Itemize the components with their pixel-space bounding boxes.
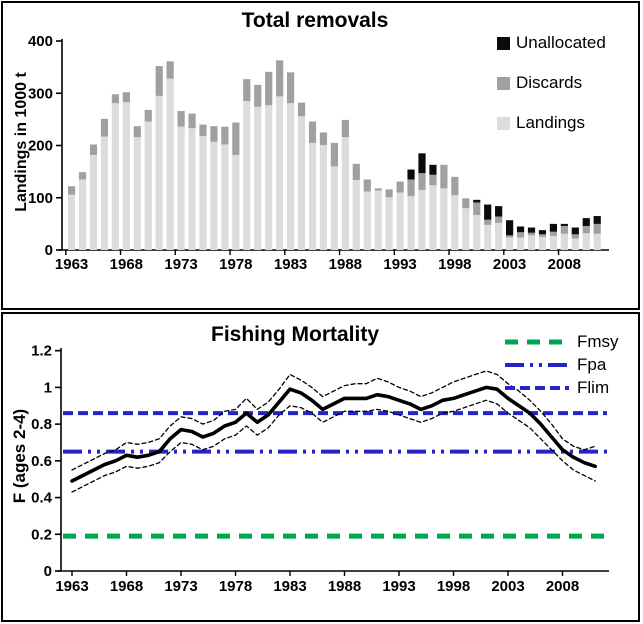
- bar-segment-discards-1973: [178, 111, 185, 127]
- x-tick-label: 1963: [54, 256, 89, 273]
- bar-segment-landings-1987: [331, 166, 338, 250]
- bar-segment-landings-1973: [178, 127, 185, 250]
- bar-segment-landings-1988: [342, 137, 349, 250]
- bar-segment-landings-1974: [188, 128, 195, 250]
- bar-segment-unallocated-2005: [528, 228, 535, 233]
- bar-segment-landings-1968: [123, 102, 130, 250]
- x-tick-label: 1993: [382, 578, 416, 595]
- bar-segment-discards-1989: [353, 164, 360, 180]
- bar-segment-landings-2011: [594, 234, 601, 250]
- x-tick-label: 1973: [164, 256, 198, 273]
- bar-segment-landings-1964: [79, 179, 86, 250]
- bar-segment-discards-2000: [473, 202, 480, 215]
- bar-segment-discards-2006: [539, 234, 546, 237]
- legend-total-removals: [497, 23, 606, 143]
- bar-segment-discards-1991: [375, 188, 382, 190]
- bar-segment-landings-2006: [539, 237, 546, 250]
- y-tick-label: 400: [27, 33, 53, 50]
- bar-segment-landings-1975: [199, 136, 206, 250]
- x-tick-label: 1993: [383, 256, 417, 273]
- legend-label: Discards: [516, 73, 583, 92]
- bar-segment-landings-1995: [418, 190, 425, 250]
- legend-item-fpa: [503, 353, 619, 376]
- legend-item-flim: [503, 376, 619, 399]
- legend-label: Fmsy: [577, 331, 619, 351]
- bar-segment-discards-1986: [320, 132, 327, 145]
- bar-segment-landings-1978: [232, 155, 239, 250]
- x-tick-label: 2003: [492, 256, 527, 273]
- bar-segment-landings-1994: [407, 196, 414, 250]
- bar-segment-discards-1978: [232, 123, 239, 155]
- bar-segment-discards-1997: [440, 165, 447, 189]
- y-tick-label: 0.2: [31, 526, 52, 544]
- bar-segment-landings-1986: [320, 145, 327, 250]
- bar-segment-landings-2000: [473, 215, 480, 250]
- bar-segment-landings-1985: [309, 143, 316, 250]
- bar-segment-discards-1990: [364, 179, 371, 191]
- y-tick-label: 1.2: [31, 342, 52, 360]
- flim-line-sample-icon: [503, 382, 571, 394]
- bar-segment-discards-2003: [506, 235, 513, 237]
- bar-segment-discards-1985: [309, 121, 316, 142]
- x-tick-label: 2008: [545, 578, 580, 595]
- bar-segment-landings-1992: [386, 197, 393, 250]
- bar-segment-unallocated-1996: [429, 165, 436, 175]
- legend-item-discards: [497, 63, 606, 103]
- bar-segment-unallocated-1994: [407, 170, 414, 180]
- bar-segment-discards-1970: [145, 110, 152, 121]
- y-tick-label: 1: [43, 379, 52, 397]
- bar-segment-discards-2011: [594, 224, 601, 234]
- bar-segment-discards-1974: [188, 114, 195, 129]
- bar-segment-discards-1964: [79, 172, 86, 179]
- legend-item-fmsy: [503, 330, 619, 353]
- bar-segment-discards-2008: [561, 226, 568, 234]
- bar-segment-landings-1972: [167, 79, 174, 250]
- x-tick-label: 1978: [219, 256, 253, 273]
- bar-segment-discards-1963: [68, 186, 75, 194]
- bar-segment-discards-1993: [397, 182, 404, 193]
- bar-segment-landings-1999: [462, 208, 469, 250]
- bar-segment-discards-2010: [583, 226, 590, 233]
- bar-segment-discards-2002: [495, 217, 502, 223]
- bar-segment-discards-1965: [90, 144, 97, 154]
- bar-segment-discards-1987: [331, 143, 338, 167]
- chart-title-total-removals: Total removals: [241, 9, 389, 32]
- bar-segment-discards-1998: [451, 177, 458, 195]
- bar-segment-unallocated-2007: [550, 224, 557, 232]
- bar-segment-landings-2002: [495, 223, 502, 250]
- bar-segment-discards-2005: [528, 233, 535, 236]
- legend-fishing-mortality: [503, 330, 619, 399]
- bar-segment-landings-1976: [210, 142, 217, 250]
- y-tick-label: 0: [43, 563, 52, 580]
- y-tick-label: 200: [27, 137, 53, 155]
- bar-segment-landings-2010: [583, 233, 590, 250]
- bar-segment-discards-1976: [210, 126, 217, 142]
- bar-segment-unallocated-2006: [539, 230, 546, 234]
- x-tick-label: 1968: [109, 578, 144, 595]
- bar-segment-discards-2004: [517, 232, 524, 237]
- bar-segment-landings-1967: [112, 103, 119, 250]
- bar-segment-discards-1975: [199, 125, 206, 136]
- x-tick-label: 1963: [55, 578, 89, 595]
- unallocated-swatch-icon: [497, 37, 510, 50]
- bar-segment-discards-2001: [484, 220, 491, 225]
- x-tick-label: 1978: [218, 578, 253, 595]
- x-tick-label: 1988: [328, 256, 363, 273]
- x-tick-label: 1973: [164, 578, 198, 595]
- bar-segment-landings-1998: [451, 195, 458, 250]
- y-axis-title-landings: Landings in 1000 t: [13, 72, 30, 212]
- bar-segment-landings-2008: [561, 234, 568, 250]
- bar-segment-discards-1967: [112, 94, 119, 103]
- bar-segment-landings-1996: [429, 185, 436, 250]
- y-tick-label: 100: [27, 189, 53, 207]
- bar-segment-landings-1993: [397, 193, 404, 250]
- bar-segment-discards-1982: [276, 60, 283, 96]
- bar-segment-unallocated-2000: [473, 200, 480, 203]
- bar-segment-unallocated-2008: [561, 224, 568, 226]
- bar-segment-discards-2007: [550, 232, 557, 236]
- bar-segment-discards-1988: [342, 120, 349, 137]
- bar-segment-discards-1995: [418, 173, 425, 190]
- legend-label: Fpa: [577, 354, 607, 374]
- bar-segment-discards-1996: [429, 175, 436, 185]
- x-tick-label: 2008: [547, 256, 582, 273]
- bar-segment-discards-1984: [298, 103, 305, 117]
- bar-segment-landings-1965: [90, 155, 97, 250]
- bar-segment-unallocated-1995: [418, 153, 425, 173]
- bar-segment-landings-2001: [484, 225, 491, 250]
- bar-segment-discards-2009: [572, 234, 579, 238]
- x-tick-label: 1998: [436, 578, 471, 595]
- bar-segment-landings-1970: [145, 121, 152, 250]
- bar-segment-discards-1969: [134, 126, 141, 137]
- x-tick-label: 2003: [491, 578, 525, 595]
- bar-segment-discards-1977: [221, 127, 228, 145]
- bar-segment-landings-2004: [517, 237, 524, 250]
- bar-segment-unallocated-2009: [572, 228, 579, 235]
- bar-segment-discards-1979: [243, 79, 250, 101]
- bar-segment-discards-1966: [101, 119, 108, 137]
- bar-segment-landings-1997: [440, 188, 447, 250]
- total-removals-chart-panel: [1, 1, 640, 310]
- bar-segment-landings-1971: [156, 96, 163, 250]
- y-tick-label: 0.6: [31, 452, 52, 470]
- legend-item-unallocated: [497, 23, 606, 63]
- bar-segment-discards-1968: [123, 92, 130, 102]
- x-tick-label: 1988: [327, 578, 362, 595]
- legend-label: Landings: [516, 113, 586, 132]
- bar-segment-unallocated-2003: [506, 220, 513, 235]
- discards-swatch-icon: [497, 77, 510, 90]
- landings-swatch-icon: [497, 117, 510, 130]
- bar-segment-discards-1992: [386, 189, 393, 197]
- legend-item-landings: [497, 103, 606, 143]
- x-tick-label: 1983: [273, 256, 308, 273]
- x-tick-label: 1968: [109, 256, 144, 273]
- bar-segment-landings-1963: [68, 195, 75, 250]
- bar-segment-discards-1994: [407, 179, 414, 196]
- bar-segment-landings-2007: [550, 236, 557, 250]
- bar-segment-discards-1983: [287, 72, 294, 103]
- f-estimate-line: [72, 387, 595, 481]
- bar-segment-landings-1990: [364, 191, 371, 250]
- bar-segment-landings-1989: [353, 180, 360, 250]
- bar-segment-unallocated-2011: [594, 216, 601, 224]
- bar-segment-discards-1971: [156, 66, 163, 96]
- bar-segment-discards-1980: [254, 85, 261, 107]
- bar-segment-landings-2009: [572, 239, 579, 250]
- bar-segment-landings-1981: [265, 105, 272, 250]
- bar-segment-discards-1972: [167, 61, 174, 78]
- fishing-mortality-chart-panel: [1, 312, 640, 622]
- bar-segment-landings-2003: [506, 237, 513, 250]
- y-tick-label: 0: [44, 242, 53, 259]
- bar-segment-landings-1966: [101, 137, 108, 250]
- legend-label: Flim: [577, 377, 610, 397]
- bar-segment-landings-2005: [528, 235, 535, 250]
- chart-title-fishing-mortality: Fishing Mortality: [211, 323, 379, 346]
- y-tick-label: 0.8: [31, 416, 52, 434]
- bar-segment-unallocated-2010: [583, 218, 590, 226]
- bar-segment-unallocated-2001: [484, 205, 491, 220]
- bar-segment-landings-1984: [298, 116, 305, 250]
- bar-segment-landings-1980: [254, 107, 261, 250]
- bar-segment-landings-1969: [134, 137, 141, 250]
- bar-segment-landings-1983: [287, 103, 294, 250]
- bar-segment-landings-1991: [375, 190, 382, 250]
- bar-segment-landings-1979: [243, 101, 250, 250]
- x-tick-label: 1998: [438, 256, 472, 273]
- y-tick-label: 300: [27, 85, 53, 103]
- x-tick-label: 1983: [273, 578, 307, 595]
- bar-segment-landings-1982: [276, 96, 283, 250]
- bar-segment-unallocated-2002: [495, 206, 502, 216]
- y-axis-title-f-ages: F (ages 2-4): [10, 408, 29, 504]
- bar-segment-discards-1981: [265, 72, 272, 105]
- bar-segment-discards-1999: [462, 198, 469, 208]
- fmsy-line-sample-icon: [503, 336, 571, 348]
- legend-label: Unallocated: [516, 33, 606, 52]
- bar-segment-unallocated-2004: [517, 226, 524, 232]
- fpa-line-sample-icon: [503, 359, 571, 371]
- bar-segment-landings-1977: [221, 144, 228, 250]
- y-tick-label: 0.4: [31, 489, 52, 507]
